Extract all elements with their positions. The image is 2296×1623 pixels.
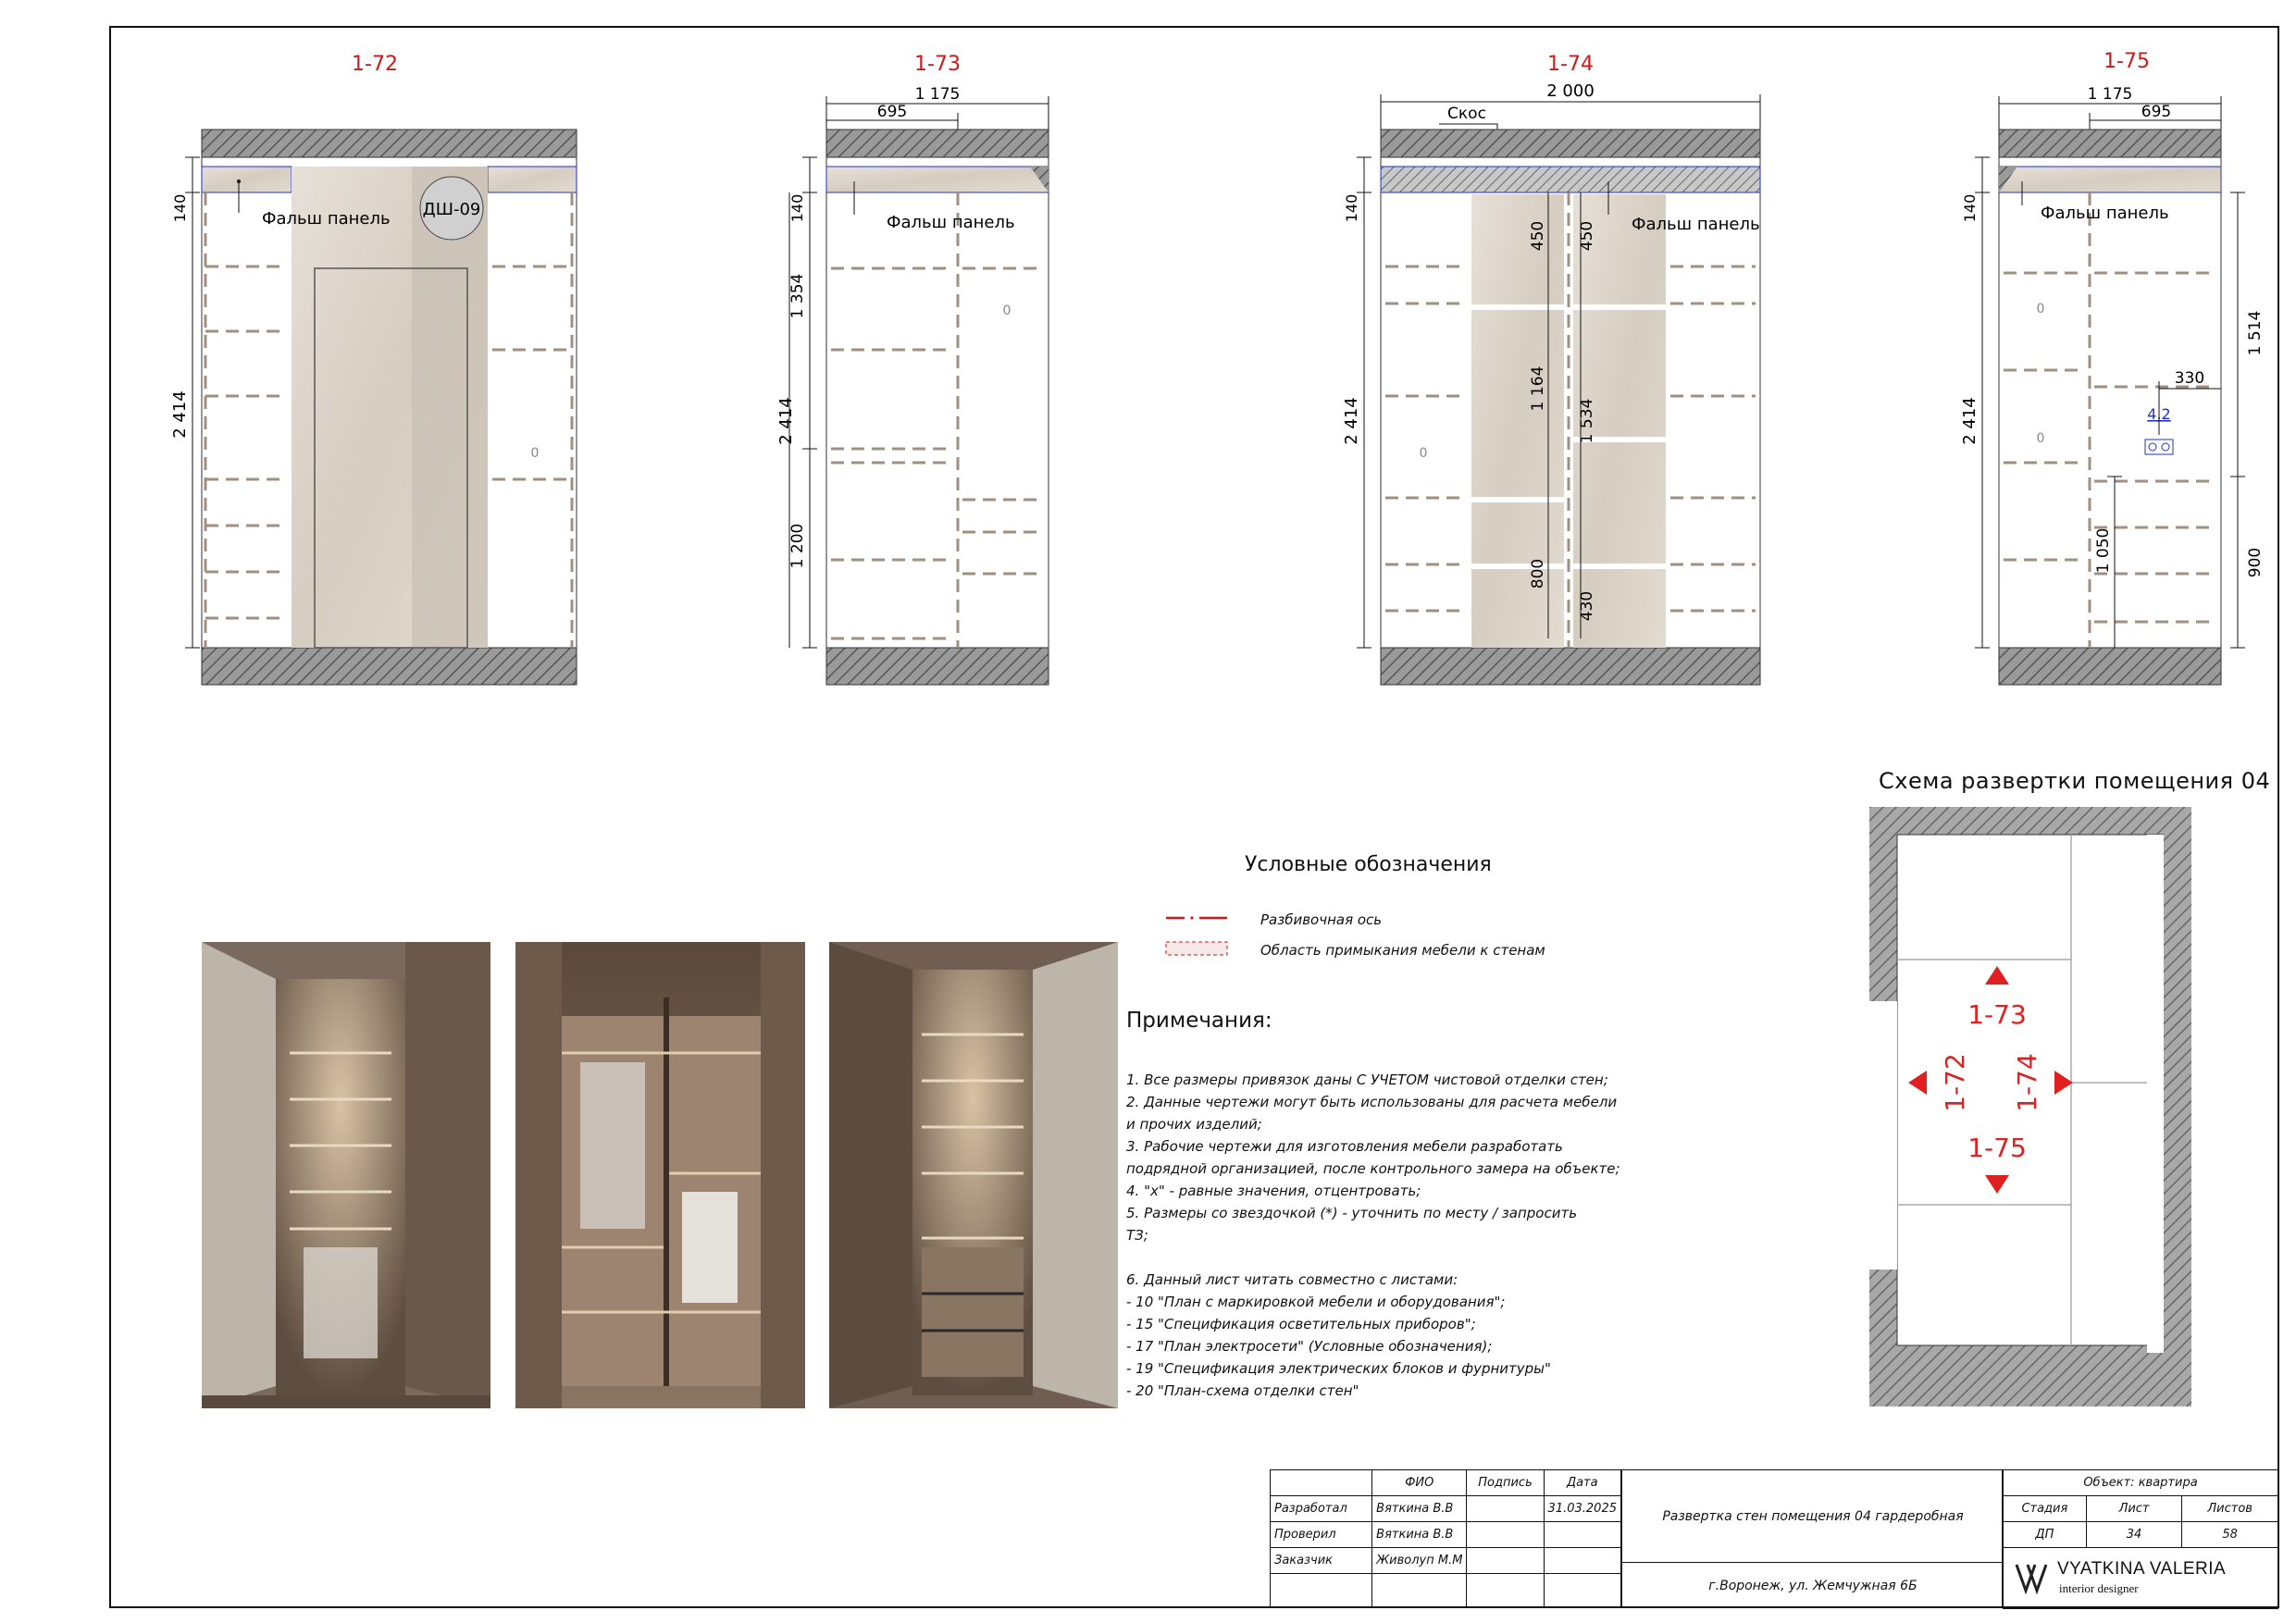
note-line: - 15 "Спецификация осветительных приборов"; [1126,1316,1476,1332]
dimension-1164: 1 164 [1529,365,1547,412]
top-dimension: 140 [1343,193,1360,223]
render-photo-1 [202,942,490,1408]
height-dimension: 2 414 [170,390,190,439]
top-dimension: 140 [1961,193,1979,223]
dimension-1514: 1 514 [2246,310,2265,356]
scheme-label-bottom: 1-75 [1967,1133,2027,1163]
note-line [1126,1246,1620,1269]
brand-logo-icon [2015,1561,2050,1594]
elevations-drawing [0,0,2296,703]
sheet-value: 34 [2086,1522,2182,1548]
role-checker: Проверил [1271,1522,1372,1548]
dimension-430: 430 [1578,590,1596,622]
note-line: подрядной организацией, после контрольного замера на объекте; [1126,1160,1620,1177]
upper-dimension: 1 354 [788,273,807,319]
dimension-1050: 1 050 [2094,527,2113,574]
brand-subtitle: interior designer [2059,1581,2139,1595]
stage-value: ДП [2004,1522,2087,1548]
note-line: 3. Рабочие чертежи для изготовления мебели разработать [1126,1138,1563,1155]
header-sheet: Лист [2086,1496,2182,1522]
render-photo-2 [515,942,805,1408]
name-checker: Вяткина В.В [1372,1522,1467,1548]
height-dimension: 2 414 [776,397,796,445]
height-dimension: 2 414 [1342,397,1361,445]
sheets-value: 58 [2182,1522,2278,1548]
address: г.Воронеж, ул. Жемчужная 6Б [1708,1579,1917,1593]
false-panel-label: Фальш панель [262,209,391,229]
top-dimension: 140 [171,193,189,223]
dimension-800: 800 [1529,558,1547,589]
legend-item-axis: Разбивочная ось [1260,911,1383,928]
render-photo-3 [829,942,1118,1408]
sheet-title: Развертка стен помещения 04 гардеробная [1622,1470,2004,1563]
dimension-330: 330 [2174,369,2205,388]
false-panel-label: Фальш панель [1632,215,1760,234]
header-sheets: Листов [2182,1496,2278,1522]
elevation-1-73 [776,53,1049,685]
socket-mark: 4.2 [2147,405,2171,423]
header-signature: Подпись [1467,1470,1544,1496]
header-stage: Стадия [2004,1496,2087,1522]
name-customer: Живолуп М.М [1372,1548,1467,1574]
elevation-code: 1-75 [2104,50,2150,73]
svg-text:0: 0 [530,446,540,461]
scheme-label-right: 1-74 [2012,1053,2042,1112]
furniture-tag: ДШ-09 [422,200,481,219]
width-dimension: 1 175 [914,85,961,104]
name-developer: Вяткина В.В [1372,1496,1467,1522]
object-label: Объект: квартира [2004,1470,2278,1496]
signatures-table [1270,1469,1621,1607]
note-line: - 10 "План с маркировкой мебели и оборудования"; [1126,1294,1506,1310]
skos-label: Скос [1447,105,1486,123]
sub-dimension: 695 [876,103,908,121]
notes-list [1126,1069,1620,1402]
legend-title: Условные обозначения [1245,853,1492,876]
elevation-code: 1-72 [352,53,398,76]
title-block [1270,1469,2278,1608]
elevation-1-75 [1960,50,2265,685]
room-scheme [1869,807,2240,1408]
note-line: 4. "х" - равные значения, отцентровать; [1126,1183,1421,1199]
width-dimension: 2 000 [1546,81,1595,101]
note-line: - 20 "План-схема отделки стен" [1126,1382,1359,1399]
legend-item-wall-adjacency: Область примыкания мебели к стенам [1260,942,1545,959]
header-date: Дата [1544,1470,1620,1496]
sub-dimension: 695 [2141,103,2172,121]
note-line: - 17 "План электросети" (Условные обозначения); [1126,1338,1493,1355]
height-dimension: 2 414 [1960,397,1980,445]
false-panel-label: Фальш панель [887,213,1015,232]
dimension-1534: 1 534 [1578,398,1596,444]
note-line: - 19 "Спецификация электрических блоков и фурнитуры" [1126,1360,1551,1377]
dimension-450-right: 450 [1578,220,1596,252]
lower-dimension: 1 200 [788,523,807,569]
dimension-900: 900 [2246,547,2265,578]
elevation-1-74 [1342,53,1760,685]
role-developer: Разработал [1271,1496,1372,1522]
elevation-code: 1-74 [1547,53,1594,76]
svg-text:0: 0 [2036,302,2045,316]
false-panel-label: Фальш панель [2041,204,2169,223]
note-line: 5. Размеры со звездочкой (*) - уточнить по месту / запросить [1126,1205,1578,1221]
scheme-title: Схема развертки помещения 04 [1879,768,2271,794]
width-dimension: 1 175 [2087,85,2133,104]
brand-cell [2004,1548,2278,1609]
note-line: ТЗ; [1126,1227,1148,1244]
note-line: и прочих изделий; [1126,1116,1262,1133]
sheet-info-table [2003,1469,2278,1609]
header-fio: ФИО [1372,1470,1467,1496]
date-developer: 31.03.2025 [1544,1496,1620,1522]
dimension-450-left: 450 [1529,220,1547,252]
brand-name: VYATKINA VALERIA [2057,1559,2227,1579]
note-line: 6. Данный лист читать совместно с листами: [1126,1271,1458,1288]
scheme-label-top: 1-73 [1967,999,2027,1030]
top-dimension: 140 [788,193,806,223]
role-customer: Заказчик [1271,1548,1372,1574]
legend-symbols [1157,907,1249,962]
note-line: 1. Все размеры привязок даны С УЧЕТОМ чистовой отделки стен; [1126,1072,1608,1088]
elevation-1-72 [170,53,577,685]
elevation-code: 1-73 [914,53,961,76]
scheme-label-left: 1-72 [1940,1053,1970,1112]
wardrobe-renders [202,942,1118,1408]
svg-text:0: 0 [1419,446,1428,461]
svg-text:0: 0 [1002,304,1011,318]
note-line: 2. Данные чертежи могут быть использованы для расчета мебели [1126,1094,1618,1110]
svg-text:0: 0 [2036,431,2045,446]
notes-title: Примечания: [1126,1009,1272,1033]
